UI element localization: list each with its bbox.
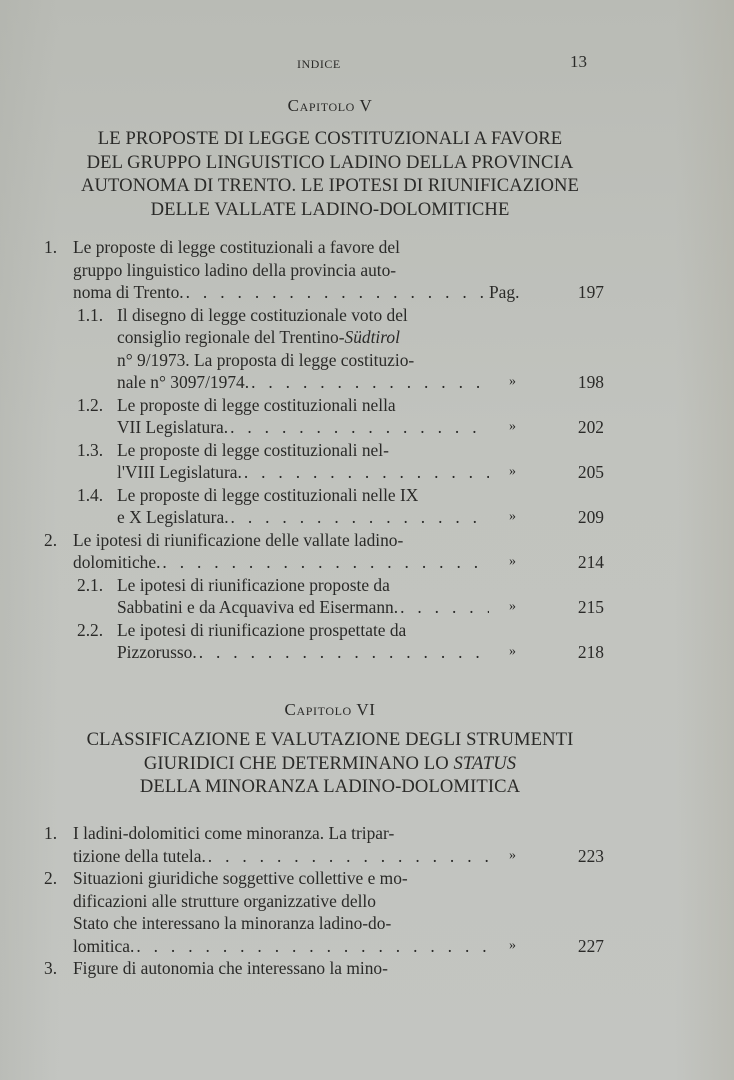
toc-entry-line: Le ipotesi di riunificazione delle vallate ladino- <box>73 529 404 550</box>
chapter-6-toc <box>44 822 604 980</box>
toc-entry-line: tizione della tutela. <box>73 845 206 866</box>
toc-entry-line: dolomitiche. <box>73 552 161 572</box>
toc-entry[interactable] <box>44 619 604 664</box>
toc-page-number: 197 <box>577 282 604 302</box>
toc-entry-line: Le ipotesi di riunificazione prospettate da <box>117 619 407 640</box>
running-title: INDICE <box>297 57 341 71</box>
toc-page-number: 227 <box>577 935 604 956</box>
ditto-marker: » <box>509 374 516 389</box>
chapter-6-title-italic: STATUS <box>453 752 517 774</box>
toc-entry-line: Le proposte di legge costituzionali nel- <box>117 439 389 460</box>
toc-page-number: 218 <box>577 642 604 662</box>
dot-leader <box>186 281 489 304</box>
running-head <box>0 52 734 76</box>
toc-entry-line: VII Legislatura. <box>117 417 229 437</box>
toc-entry[interactable] <box>44 236 604 304</box>
toc-entry[interactable] <box>44 867 604 957</box>
ditto-marker: » <box>509 847 516 863</box>
toc-entry[interactable] <box>44 822 604 867</box>
toc-entry[interactable] <box>44 957 604 980</box>
dot-leader <box>199 641 489 664</box>
chapter-6-title-text: GIURIDICI CHE DETERMINANO LO <box>143 752 454 774</box>
toc-entry-line: gruppo linguistico ladino della provincia auto- <box>73 259 397 280</box>
chapter-5-label: Capitolo V <box>287 96 373 115</box>
toc-entry-number: 1.1. <box>77 304 104 325</box>
chapter-5-title-line: LE PROPOSTE DI LEGGE COSTITUZIONALI A FAVORE <box>97 128 563 149</box>
toc-entry-number: 2.2. <box>77 619 104 640</box>
toc-entry-italic-text: Südtirol <box>344 327 400 347</box>
toc-entry-line: Pizzorusso. <box>117 642 197 662</box>
dot-leader <box>400 596 489 619</box>
toc-entry-line: n° 9/1973. La proposta di legge costituzio- <box>117 349 415 370</box>
chapter-5-toc <box>44 236 604 664</box>
toc-entry-line: Le proposte di legge costituzionali nella <box>117 394 396 415</box>
toc-entry[interactable] <box>44 484 604 529</box>
chapter-5-title <box>40 127 620 221</box>
toc-page-number: 215 <box>577 597 604 617</box>
dot-leader <box>208 845 489 868</box>
ditto-marker: » <box>509 554 516 569</box>
dot-leader <box>251 371 489 394</box>
dot-leader <box>231 506 489 529</box>
toc-entry-number: 2.1. <box>77 574 104 595</box>
chapter-6-title <box>40 728 620 799</box>
toc-entry-line: e X Legislatura. <box>117 507 229 527</box>
chapter-5-title-line: DEL GRUPPO LINGUISTICO LADINO DELLA PROVINCIA <box>86 151 574 173</box>
page-number: 13 <box>570 52 587 71</box>
dot-leader <box>136 935 489 958</box>
toc-entry-line: noma di Trento. <box>73 282 184 302</box>
toc-entry-line: Stato che interessano la minoranza ladino-do- <box>73 913 392 933</box>
chapter-6-title-line: DELLA MINORANZA LADINO-DOLOMITICA <box>139 776 521 797</box>
toc-page-number: 198 <box>577 372 604 392</box>
toc-entry-line <box>117 326 489 349</box>
toc-entry-line: lomitica. <box>73 935 135 956</box>
toc-entry[interactable] <box>44 439 604 484</box>
ditto-marker: » <box>509 937 516 953</box>
toc-entry[interactable] <box>44 529 604 574</box>
toc-entry-line: Le ipotesi di riunificazione proposte da <box>117 574 390 595</box>
toc-entry-line: Il disegno di legge costituzionale voto del <box>117 304 408 325</box>
chapter-6-title-line: CLASSIFICAZIONE E VALUTAZIONE DEGLI STRUMENTI <box>86 729 574 750</box>
toc-entry-number: 2. <box>44 868 58 888</box>
ditto-marker: » <box>509 599 516 614</box>
toc-page-number: 223 <box>577 845 604 866</box>
toc-entry-number: 3. <box>44 958 58 978</box>
toc-entry-line: Sabbatini e da Acquaviva ed Eisermann. <box>117 597 399 617</box>
chapter-5-title-line: AUTONOMA DI TRENTO. LE IPOTESI DI RIUNIFICAZIONE <box>80 175 580 196</box>
ditto-marker: » <box>509 464 516 479</box>
toc-entry-number: 1. <box>44 237 58 257</box>
toc-entry-line: Figure di autonomia che interessano la mino- <box>73 958 388 978</box>
ditto-marker: » <box>509 509 516 524</box>
toc-entry-line: Le proposte di legge costituzionali nelle IX <box>117 484 419 505</box>
ditto-marker: » <box>509 644 516 659</box>
toc-page-number: 205 <box>577 462 604 482</box>
toc-entry-number: 1.4. <box>77 484 104 505</box>
dot-leader <box>244 461 489 484</box>
toc-entry-line: dificazioni alle strutture organizzative dello <box>73 890 376 911</box>
toc-entry-line: Situazioni giuridiche soggettive collettive e mo- <box>73 868 408 888</box>
dot-leader <box>230 416 489 439</box>
chapter-6-label: Capitolo VI <box>284 700 376 719</box>
toc-entry[interactable] <box>44 574 604 619</box>
toc-page-number: 209 <box>577 507 604 527</box>
toc-entry-number: 1. <box>44 823 58 843</box>
toc-entry-line: Le proposte di legge costituzionali a favore del <box>73 237 400 257</box>
toc-entry-number: 2. <box>44 529 58 550</box>
toc-entry[interactable] <box>44 304 604 394</box>
chapter-5-title-line: DELLE VALLATE LADINO-DOLOMITICHE <box>150 198 510 220</box>
chapter-6-title-line <box>40 752 620 776</box>
toc-page-number: 214 <box>577 552 604 572</box>
page-marker: Pag. <box>489 282 520 302</box>
toc-page-number: 202 <box>577 417 604 437</box>
dot-leader <box>162 551 489 574</box>
toc-entry-text: consiglio regionale del Trentino- <box>117 327 345 347</box>
toc-entry-line: I ladini-dolomitici come minoranza. La tripar- <box>73 823 395 843</box>
toc-entry-number: 1.3. <box>77 439 104 460</box>
toc-entry[interactable] <box>44 394 604 439</box>
toc-entry-number: 1.2. <box>77 394 104 415</box>
toc-entry-line: l'VIII Legislatura. <box>117 462 242 482</box>
ditto-marker: » <box>509 419 516 434</box>
toc-entry-line: nale n° 3097/1974. <box>117 372 250 392</box>
